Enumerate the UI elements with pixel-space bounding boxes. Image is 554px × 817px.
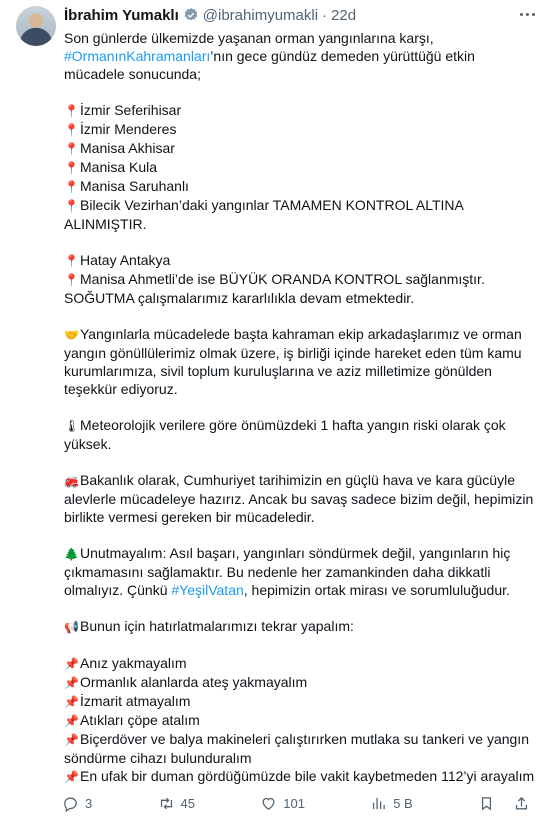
thermometer-icon: 🌡 xyxy=(64,419,80,433)
reply-icon xyxy=(62,795,79,812)
repost-icon xyxy=(158,795,175,812)
evergreen-tree-icon: 🌲 xyxy=(64,547,79,561)
paragraph: 🤝Yangınlarla mücadelede başta kahraman ekip arkadaşlarımız ve orman yangın gönüllülerimiz olmak üzere, iş birliği içinde hareket eden tüm kamu kurumlarımıza, sivil toplum kuruluşlarına ve aziz milletimize gönülden teşekkür ediyoruz. xyxy=(64,326,522,397)
bookmark-button[interactable] xyxy=(478,795,495,812)
intro-text: mücadele sonucunda; xyxy=(64,66,201,82)
avatar[interactable] xyxy=(16,6,56,46)
more-options-icon[interactable] xyxy=(516,3,538,25)
pushpin-icon: 📌 xyxy=(64,657,79,671)
megaphone-icon: 📢 xyxy=(64,620,79,634)
pushpin-icon: 📌 xyxy=(64,695,79,709)
text-line xyxy=(64,47,538,65)
round-pushpin-icon: 📍 xyxy=(64,161,79,175)
fire-engine-icon: 🚒 xyxy=(64,474,79,488)
list-item: 📌Ormanlık alanlarda ateş yakmayalım xyxy=(64,674,308,690)
hashtag-link[interactable]: #YeşilVatan xyxy=(171,582,244,598)
text-line: SOĞUTMA çalışmalarımız kararlılıkla devam etmektedir. xyxy=(64,290,415,306)
round-pushpin-icon: 📍 xyxy=(64,180,79,194)
handshake-icon: 🤝 xyxy=(64,328,79,342)
reply-button[interactable] xyxy=(62,795,92,812)
text-line xyxy=(64,29,538,47)
paragraph: 🌲Unutmayalım: Asıl başarı, yangınları söndürmek değil, yangınların hiç çıkmamasını sağlamaktır. Bu nedenle her zamankinden daha dikkatli olmalıyız. Çünkü #YeşilVatan, hepimizin ortak mirası ve sorumluluğudur. xyxy=(64,545,511,598)
tweet-header xyxy=(64,6,538,24)
round-pushpin-icon: 📍 xyxy=(64,142,79,156)
list-item: 📌En ufak bir duman gördüğümüzde bile vakit kaybetmeden 112’yi arayalım xyxy=(64,768,535,784)
list-item: 📌Atıkları çöpe atalım xyxy=(64,712,200,728)
repost-count: 45 xyxy=(180,795,195,811)
verified-badge-icon xyxy=(183,7,199,23)
list-item: 📌Anız yakmayalım xyxy=(64,655,187,671)
round-pushpin-icon: 📍 xyxy=(64,273,79,287)
hashtag-link[interactable]: #OrmanınKahramanları xyxy=(64,48,211,64)
list-item: 📍Manisa Akhisar xyxy=(64,140,175,156)
reply-count: 3 xyxy=(85,795,93,811)
separator-dot: · xyxy=(322,6,328,24)
tweet-time[interactable]: 22d xyxy=(331,6,357,24)
views-chart-icon xyxy=(370,795,387,812)
list-item: 📌İzmarit atmayalım xyxy=(64,693,191,709)
list-item: 📍Manisa Saruhanlı xyxy=(64,178,189,194)
list-item: 📍Bilecik Vezirhan’daki yangınlar TAMAMEN KONTROL ALTINA xyxy=(64,197,464,213)
round-pushpin-icon: 📍 xyxy=(64,199,79,213)
repost-button[interactable] xyxy=(158,795,195,812)
round-pushpin-icon: 📍 xyxy=(64,104,79,118)
views-button[interactable] xyxy=(370,795,413,812)
pushpin-icon: 📌 xyxy=(64,770,79,784)
author-name[interactable]: İbrahim Yumaklı xyxy=(64,6,179,24)
text-line: ALINMIŞTIR. xyxy=(64,216,147,232)
round-pushpin-icon: 📍 xyxy=(64,254,79,268)
round-pushpin-icon: 📍 xyxy=(64,123,79,137)
list-item: 📍Manisa Kula xyxy=(64,159,158,175)
pushpin-icon: 📌 xyxy=(64,714,79,728)
pushpin-icon: 📌 xyxy=(64,676,79,690)
intro-text: ’nın gece gündüz demeden yürüttüğü etkin xyxy=(210,48,475,64)
like-count: 101 xyxy=(283,795,305,811)
list-item: 📍Manisa Ahmetli’de ise BÜYÜK ORANDA KONTROL sağlanmıştır. xyxy=(64,271,485,287)
views-count: 5 B xyxy=(393,795,413,811)
intro-text: Son günlerde ülkemizde yaşanan orman yangınlarına karşı, xyxy=(64,30,434,46)
share-icon xyxy=(513,795,530,812)
paragraph: 🌡Meteorolojik verilere göre önümüzdeki 1 hafta yangın riski olarak çok yüksek. xyxy=(64,417,506,452)
author-handle[interactable]: @ibrahimyumakli xyxy=(202,6,319,24)
heart-icon xyxy=(260,795,277,812)
list-item: 📍Hatay Antakya xyxy=(64,252,171,268)
list-item: 📍İzmir Seferihisar xyxy=(64,102,182,118)
text-line: 📢Bunun için hatırlatmalarımızı tekrar yapalım: xyxy=(64,618,354,634)
list-item: 📍İzmir Menderes xyxy=(64,121,177,137)
action-group-right xyxy=(478,795,530,812)
share-button[interactable] xyxy=(513,795,530,812)
list-item: 📌Biçerdöver ve balya makineleri çalıştırırken mutlaka su tankeri ve yangın söndürme cihazı bulunduralım xyxy=(64,731,529,766)
paragraph: 🚒Bakanlık olarak, Cumhuriyet tarihimizin en güçlü hava ve kara gücüyle alevlerle mücadeleye hazırız. Ancak bu savaş sadece bizim değil, hepimizin birlikte vermesi gereken bir mücadeledir. xyxy=(64,472,534,525)
tweet-text xyxy=(64,29,538,786)
tweet-actions xyxy=(62,793,530,813)
text-line xyxy=(64,65,538,83)
bookmark-icon xyxy=(478,795,495,812)
like-button[interactable] xyxy=(260,795,305,812)
pushpin-icon: 📌 xyxy=(64,733,79,747)
